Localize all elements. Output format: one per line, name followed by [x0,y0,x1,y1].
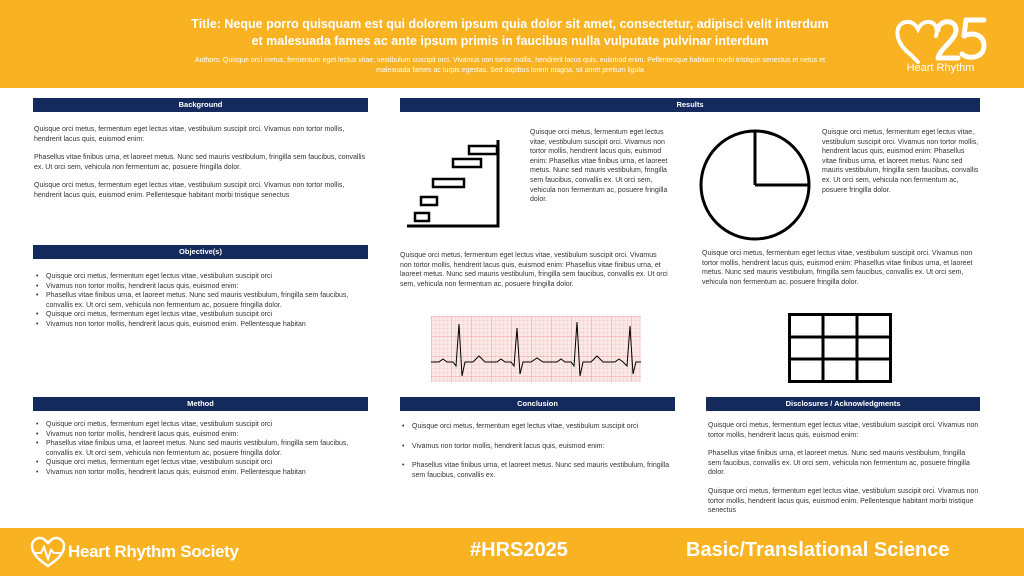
poster-category: Basic/Translational Science [686,539,950,561]
list-item: • Phasellus vitae finibus urna, et laoreet metus. Nunc sed mauris vestibulum, fringilla sem faucibus, convallis ex. [400,461,675,480]
gantt-chart-figure [405,138,510,230]
list-item: • Vivamus non tortor mollis, hendrerit lacus quis, euismod enim. Pellentesque habitan [34,320,370,330]
method-heading: Method [33,397,368,411]
list-item: • Phasellus vitae finibus urna, et laoreet metus. Nunc sed mauris vestibulum, fringilla sem faucibus, convallis ex. Ut orci sem, vehicula non fermentum ac, posuere fringilla dolor. [34,439,370,458]
list-item: • Vivamus non tortor mollis, hendrerit lacus quis, euismod enim. Pellentesque habitan [34,468,370,478]
conclusion-heading: Conclusion [400,397,675,411]
results-text-2: Quisque orci metus, fermentum eget lectus vitae, vestibulum suscipit orci. Vivamus non tortor mollis, hendrerit lacus quis, euismod enim: Phasellus vitae finibus urna, et laoreet metus. Nunc sed mauris vestibulum, fringilla sem faucibus, convallis ex. Ut orci sem, vehicula non fermentum ac, posuere fringilla dolor. [822,129,979,194]
results-text-1: Quisque orci metus, fermentum eget lectus vitae, vestibulum suscipit orci. Vivamus non tortor mollis, hendrerit lacus quis, euismod enim: Phasellus vitae finibus urna, et laoreet metus. Nunc sed mauris vestibulum, fringilla sem faucibus, convallis ex. Ut orci sem, vehicula non fermentum ac, posuere fringilla dolor. [530,129,668,204]
background-paragraph: Quisque orci metus, fermentum eget lectus vitae, vestibulum suscipit orci. Vivamus non tortor mollis, hendrerit lacus quis, euismod enim: [34,126,345,143]
results-text-3: Quisque orci metus, fermentum eget lectus vitae, vestibulum suscipit orci. Vivamus non tortor mollis, hendrerit lacus quis, euismod enim: Phasellus vitae finibus urna, et laoreet metus. Nunc sed mauris vestibulum, fringilla sem faucibus, convallis ex. Ut orci sem, vehicula non fermentum ac, posuere fringilla dolor. [400,252,668,288]
objectives-list [34,272,370,330]
background-paragraph: Phasellus vitae finibus urna, et laoreet metus. Nunc sed mauris vestibulum, fringilla sem faucibus, convallis ex. Ut orci sem, vehicula non fermentum ac, posuere fringilla dolor. [34,154,366,171]
results-text-4: Quisque orci metus, fermentum eget lectus vitae, vestibulum suscipit orci. Vivamus non tortor mollis, hendrerit lacus quis, euismod enim: Phasellus vitae finibus urna, et laoreet metus. Nunc sed mauris vestibulum, fringilla sem faucibus, convallis ex. Ut orci sem, vehicula non fermentum ac, posuere fringilla dolor. [702,250,973,286]
list-item: • Quisque orci metus, fermentum eget lectus vitae, vestibulum suscipit orci [34,458,370,468]
poster-authors: Authors: Quisque orci metus, fermentum eget lectus vitae, vestibulum suscipit orci. Vivamus non tortor mollis, hendrerit lacus quis, euismod enim. Pellentesque habitant morbi tristique senectus et netus et malesuada fames ac turpis egestas. Sed dapibus lorem magna, sit amet pretium ligula [194,57,826,74]
list-item: • Phasellus vitae finibus urna, et laoreet metus. Nunc sed mauris vestibulum, fringilla sem faucibus, convallis ex. Ut orci sem, vehicula non fermentum ac, posuere fringilla dolor. [34,291,370,310]
disclosures-heading: Disclosures / Acknowledgments [706,397,980,411]
background-text [34,125,370,210]
poster-title: Title: Neque porro quisquam est qui dolorem ipsum quia dolor sit amet, consectetur, adipisci velit interdum et malesuada fames ac ante ipsum primis in faucibus nulla vulputate pulvinar interdum [191,17,829,48]
list-item: • Quisque orci metus, fermentum eget lectus vitae, vestibulum suscipit orci [34,420,370,430]
disclosures-paragraph: Quisque orci metus, fermentum eget lectus vitae, vestibulum suscipit orci. Vivamus non tortor mollis, hendrerit lacus quis, euismod enim. Pellentesque habitant morbi tristique senectus [708,487,979,515]
list-item: • Quisque orci metus, fermentum eget lectus vitae, vestibulum suscipit orci [400,422,675,432]
disclosures-paragraph: Phasellus vitae finibus urna, et laoreet metus. Nunc sed mauris vestibulum, fringilla sem faucibus, convallis ex. Ut orci sem, vehicula non fermentum ac, posuere fringilla dolor. [708,450,970,477]
heart-rhythm-society-logo [30,536,66,568]
table-grid-figure [788,313,892,383]
list-item: • Quisque orci metus, fermentum eget lectus vitae, vestibulum suscipit orci [34,310,370,320]
method-list [34,420,370,478]
pie-chart-figure [697,127,813,243]
disclosures-paragraph: Quisque orci metus, fermentum eget lectus vitae, vestibulum suscipit orci. Vivamus non tortor mollis, hendrerit lacus quis, euismod enim: [708,422,979,439]
disclosures-text [708,421,980,525]
ecg-figure [431,316,641,382]
list-item: • Vivamus non tortor mollis, hendrerit lacus quis, euismod enim: [400,442,675,452]
list-item: • Vivamus non tortor mollis, hendrerit lacus quis, euismod enim: [34,282,370,292]
objectives-heading: Objective(s) [33,245,368,259]
results-heading: Results [400,98,980,112]
list-item: • Vivamus non tortor mollis, hendrerit lacus quis, euismod enim: [34,430,370,440]
logo-wordmark: Heart Rhythm [906,62,975,74]
society-name: Heart Rhythm Society [68,542,239,561]
list-item: • Quisque orci metus, fermentum eget lectus vitae, vestibulum suscipit orci [34,272,370,282]
background-paragraph: Quisque orci metus, fermentum eget lectus vitae, vestibulum suscipit orci. Vivamus non tortor mollis, hendrerit lacus quis, euismod enim. Pellentesque habitant morbi tristique senectus [34,182,345,199]
event-hashtag: #HRS2025 [470,539,568,561]
background-heading: Background [33,98,368,112]
conclusion-list [400,422,675,490]
